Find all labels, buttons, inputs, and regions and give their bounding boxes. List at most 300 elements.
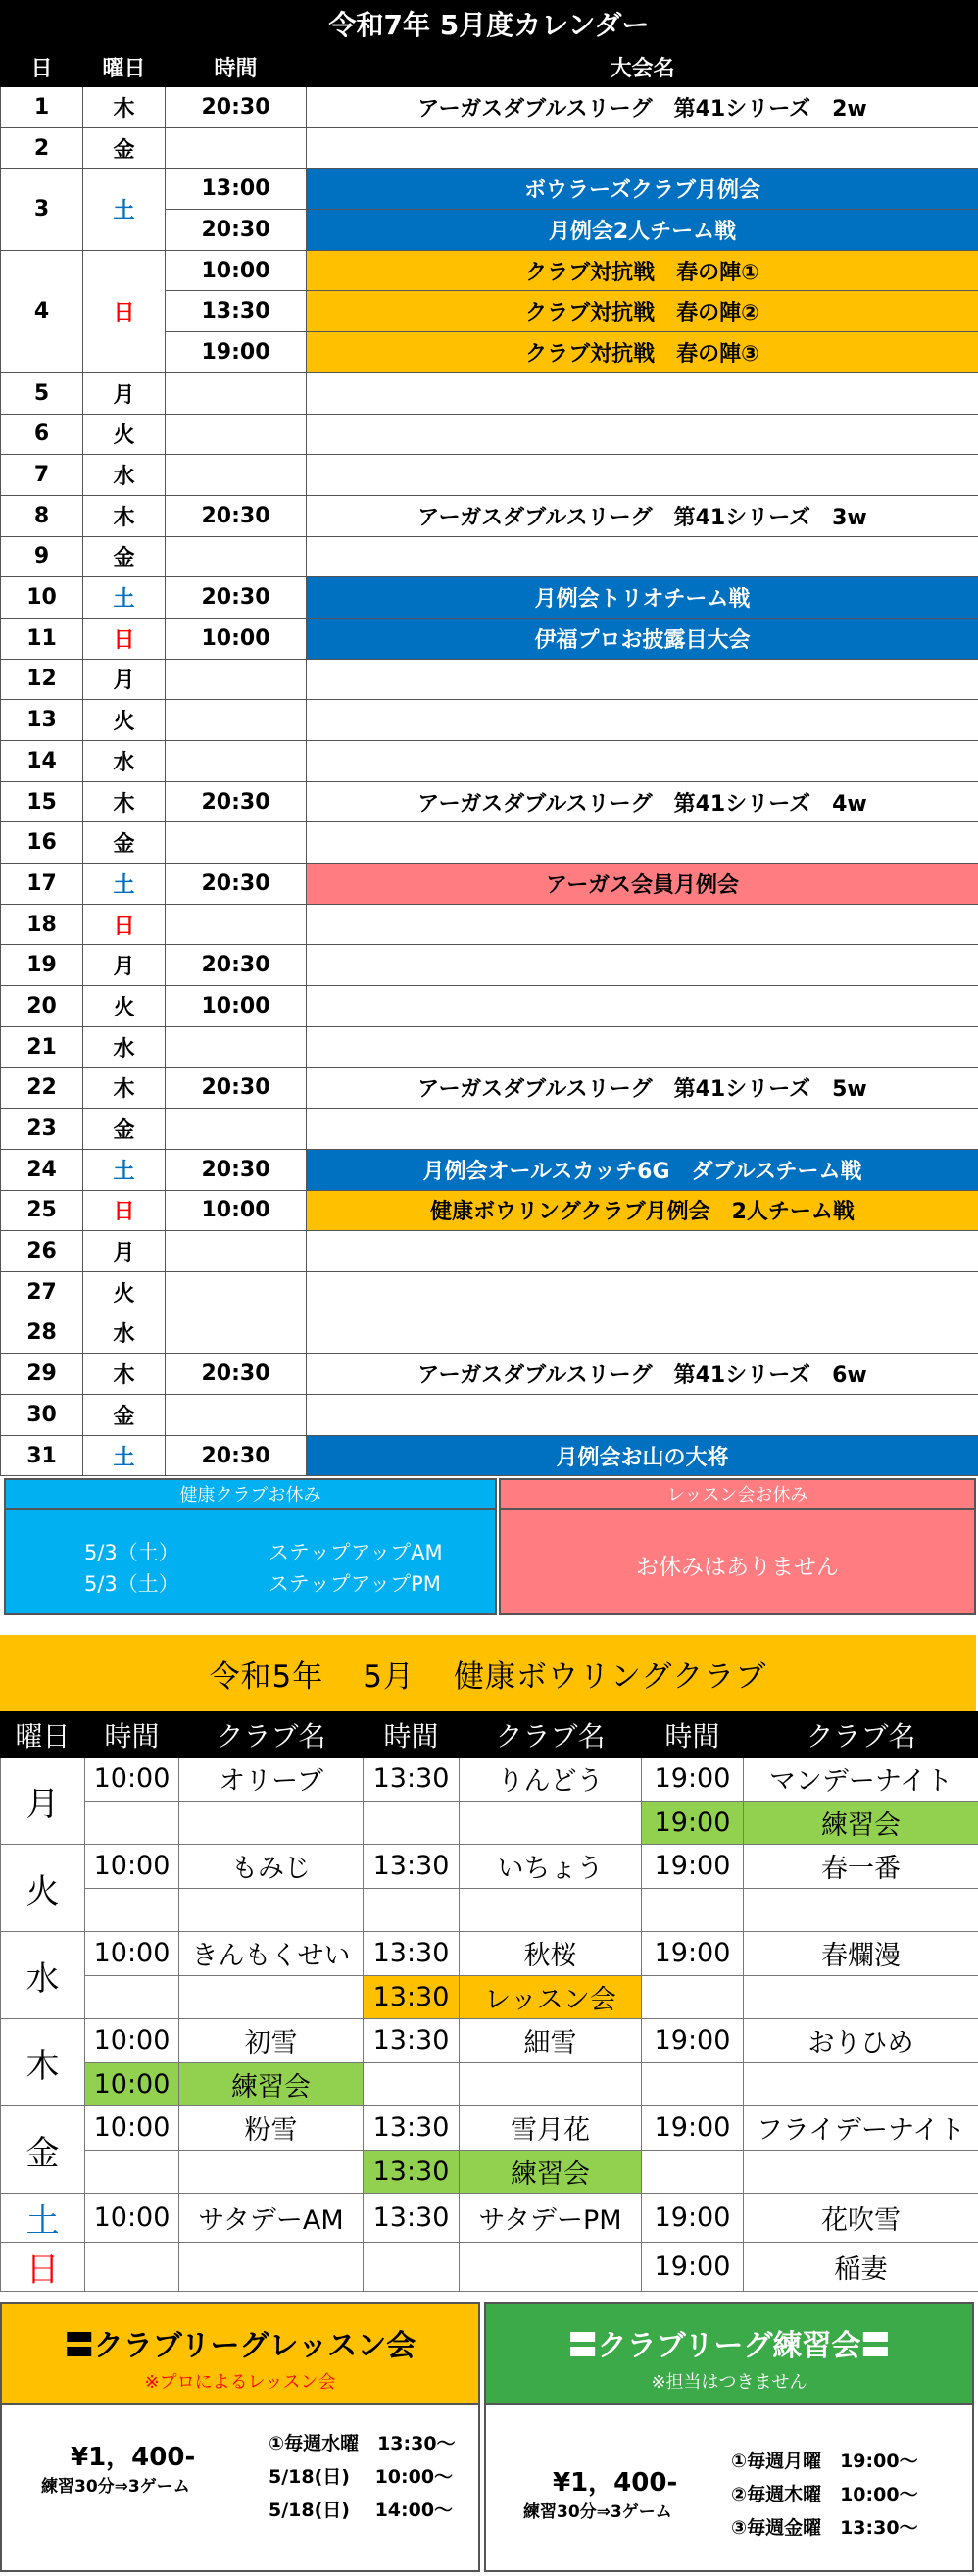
day-number: 29 [1,1354,83,1395]
club-row [1,1758,978,1802]
calendar-row [1,1190,978,1231]
club-name: マンデーナイト [744,1758,978,1802]
day-of-week: 日 [83,250,166,372]
calendar-row [1,618,978,659]
club-header-time: 時間 [364,1712,460,1758]
event-name: クラブ対抗戦 春の陣① [307,250,978,291]
club-row [1,1975,978,2019]
day-of-week: 火 [83,1271,166,1313]
day-number: 25 [1,1190,83,1231]
event-time [166,741,307,782]
calendar-row [1,1149,978,1190]
calendar-title: 令和7年 5月度カレンダー [0,0,978,47]
club-name [744,2150,978,2194]
club-name [179,2150,364,2194]
day-of-week: 月 [83,1231,166,1272]
club-name [179,1975,364,2019]
event-time [166,1313,307,1354]
club-name [179,1801,364,1845]
event-name [307,822,978,864]
club-name: レッスン会 [460,1975,642,2019]
event-name [307,1313,978,1354]
club-header-name: クラブ名 [179,1712,364,1758]
day-number: 13 [1,700,83,741]
lesson-price: ¥1，400- [71,2443,196,2472]
event-time: 20:30 [166,864,307,905]
event-name [307,1026,978,1067]
calendar-row [1,495,978,536]
club-name: 稲妻 [744,2243,978,2292]
day-of-week: 金 [83,536,166,577]
lesson-header [2,2304,478,2405]
day-of-week: 月 [83,945,166,986]
day-number: 30 [1,1395,83,1436]
club-holiday-box [4,1478,497,1615]
day-of-week: 土 [83,1435,166,1476]
club-row [1,2243,978,2292]
day-of-week: 木 [83,87,166,128]
event-time: 10:00 [166,986,307,1027]
club-time: 13:30 [364,1845,460,1889]
lesson-box [0,2302,480,2572]
day-number: 15 [1,781,83,822]
event-time: 10:00 [166,250,307,291]
practice-price: ¥1，400- [553,2468,678,2498]
club-name: 細雪 [460,2019,642,2063]
club-holiday-date: 5/3（土） [84,1541,179,1564]
event-time [166,700,307,741]
event-time [166,536,307,577]
club-name: オリーブ [179,1758,364,1802]
club-row [1,1888,978,1932]
club-row [1,2150,978,2194]
event-time [166,659,307,700]
practice-box [484,2302,974,2572]
lesson-holiday-title: レッスン会お休み [501,1480,974,1510]
club-header-row [1,1712,978,1758]
club-name: いちょう [460,1845,642,1889]
day-of-week: 水 [83,1313,166,1354]
club-time [364,1888,460,1932]
event-name: 月例会オールスカッチ6G ダブルスチーム戦 [307,1149,978,1190]
club-time [642,2062,744,2106]
holiday-notices [0,1478,978,1615]
day-number: 28 [1,1313,83,1354]
club-row [1,1845,978,1889]
day-of-week: 日 [83,618,166,659]
league-info [0,2302,978,2574]
day-of-week: 土 [83,577,166,619]
day-of-week: 木 [83,781,166,822]
club-time: 13:30 [364,2194,460,2243]
day-number: 19 [1,945,83,986]
day-number: 12 [1,659,83,700]
club-time: 10:00 [85,2194,179,2243]
club-time [85,1801,179,1845]
day-number: 31 [1,1435,83,1476]
club-day: 金 [1,2106,85,2194]
day-of-week: 水 [83,741,166,782]
event-time: 20:30 [166,1067,307,1109]
event-name: アーガスダブルスリーグ 第41シリーズ 3w [307,495,978,536]
day-of-week: 土 [83,1149,166,1190]
calendar-row [1,659,978,700]
day-of-week: 土 [83,864,166,905]
calendar-row [1,250,978,291]
event-name: クラブ対抗戦 春の陣② [307,291,978,332]
club-name: 花吹雪 [744,2194,978,2243]
calendar-row [1,414,978,455]
day-number: 23 [1,1109,83,1150]
day-number: 21 [1,1026,83,1067]
calendar-body [1,87,978,1476]
event-name: 月例会2人チーム戦 [307,210,978,251]
event-name [307,659,978,700]
club-header-time: 時間 [642,1712,744,1758]
lesson-title: 〓クラブリーグレッスン会 [64,2329,416,2363]
event-time [166,414,307,455]
event-name [307,1395,978,1436]
club-time: 19:00 [642,1758,744,1802]
event-time [166,127,307,169]
event-name [307,741,978,782]
club-schedule [0,1635,978,2292]
calendar-row [1,904,978,945]
event-time [166,822,307,864]
calendar-row [1,1395,978,1436]
club-header-name: クラブ名 [460,1712,642,1758]
event-name [307,945,978,986]
club-header-dow: 曜日 [1,1712,85,1758]
club-time: 10:00 [85,1932,179,1976]
club-name: 練習会 [460,2150,642,2194]
event-time [166,904,307,945]
event-time: 20:30 [166,945,307,986]
event-time: 20:30 [166,577,307,619]
club-time [85,2243,179,2292]
calendar-row [1,127,978,169]
club-name [744,1975,978,2019]
calendar-row [1,577,978,619]
club-table [0,1711,978,2292]
club-row [1,1801,978,1845]
club-name [460,2062,642,2106]
club-time: 19:00 [642,2106,744,2151]
event-name [307,455,978,496]
calendar-row [1,1026,978,1067]
club-name: フライデーナイト [744,2106,978,2151]
event-name: 月例会お山の大将 [307,1435,978,1476]
club-day: 月 [1,1758,85,1845]
header-time: 時間 [166,48,307,87]
club-title-month: 5月 [363,1659,416,1695]
club-holiday-title: 健康クラブお休み [6,1480,495,1510]
event-time: 20:30 [166,210,307,251]
day-number: 4 [1,250,83,372]
club-time [642,1888,744,1932]
day-of-week: 金 [83,1109,166,1150]
club-name [744,1888,978,1932]
day-of-week: 木 [83,495,166,536]
event-name: ボウラーズクラブ月例会 [307,169,978,210]
day-number: 14 [1,741,83,782]
practice-title: 〓クラブリーグ練習会〓 [567,2329,891,2363]
calendar-table [0,47,978,1476]
club-header-time: 時間 [85,1712,179,1758]
club-time: 10:00 [85,2106,179,2151]
club-time: 13:30 [364,1975,460,2019]
event-time [166,1395,307,1436]
event-name: アーガス会員月例会 [307,864,978,905]
event-name [307,1109,978,1150]
event-time [166,1026,307,1067]
day-number: 2 [1,127,83,169]
event-name [307,414,978,455]
club-time: 19:00 [642,2243,744,2292]
club-name: 粉雪 [179,2106,364,2151]
event-name: アーガスダブルスリーグ 第41シリーズ 5w [307,1067,978,1109]
day-number: 26 [1,1231,83,1272]
day-number: 18 [1,904,83,945]
club-time [364,2243,460,2292]
day-number: 24 [1,1149,83,1190]
event-name: アーガスダブルスリーグ 第41シリーズ 6w [307,1354,978,1395]
club-time: 13:30 [364,1932,460,1976]
calendar-row [1,700,978,741]
day-number: 17 [1,864,83,905]
calendar-row [1,1271,978,1313]
club-day: 土 [1,2194,85,2243]
club-title-name: 健康ボウリングクラブ [454,1659,767,1695]
event-name: 健康ボウリングクラブ月例会 2人チーム戦 [307,1190,978,1231]
event-time: 20:30 [166,495,307,536]
club-title-era: 令和5年 [209,1659,324,1695]
club-time: 19:00 [642,1845,744,1889]
calendar-row [1,1354,978,1395]
calendar-header-row [1,48,978,87]
day-number: 10 [1,577,83,619]
calendar-row [1,741,978,782]
event-name: アーガスダブルスリーグ 第41シリーズ 4w [307,781,978,822]
day-of-week: 金 [83,1395,166,1436]
day-number: 20 [1,986,83,1027]
event-time: 10:00 [166,618,307,659]
day-number: 16 [1,822,83,864]
club-row [1,2019,978,2063]
club-time: 19:00 [642,1801,744,1845]
event-time: 20:30 [166,1354,307,1395]
event-name [307,904,978,945]
club-row [1,2194,978,2243]
header-event: 大会名 [307,48,978,87]
club-holiday-name: ステップアップAM [269,1541,443,1564]
event-name [307,372,978,414]
event-time [166,372,307,414]
event-name [307,1231,978,1272]
calendar-row [1,822,978,864]
club-row [1,2106,978,2151]
day-of-week: 日 [83,1190,166,1231]
club-name [179,1888,364,1932]
calendar-row [1,372,978,414]
calendar-row [1,1435,978,1476]
practice-price-note: 練習30分⇒3ゲーム [523,2502,672,2522]
club-time [85,2150,179,2194]
club-name [460,2243,642,2292]
calendar-row [1,781,978,822]
day-of-week: 木 [83,1354,166,1395]
lesson-subtitle: ※プロによるレッスン会 [144,2372,336,2393]
calendar-row [1,87,978,128]
day-number: 1 [1,87,83,128]
club-name [460,1888,642,1932]
club-time: 10:00 [85,1758,179,1802]
club-time: 13:30 [364,2106,460,2151]
lesson-holiday-message: お休みはありません [636,1555,839,1580]
day-of-week: 土 [83,169,166,250]
event-time: 13:00 [166,169,307,210]
event-time [166,1271,307,1313]
day-number: 5 [1,372,83,414]
event-time: 20:30 [166,87,307,128]
day-number: 27 [1,1271,83,1313]
club-name [179,2243,364,2292]
club-day: 水 [1,1932,85,2019]
club-schedule-title [0,1635,976,1711]
lesson-schedule: ①毎週水曜 13:30～ 5/18(日) 10:00～ 5/18(日) 14:00～ [269,2433,456,2521]
day-of-week: 月 [83,372,166,414]
event-time: 19:00 [166,332,307,373]
club-day: 日 [1,2243,85,2292]
event-time: 20:30 [166,1149,307,1190]
club-name: りんどう [460,1758,642,1802]
club-name: 練習会 [744,1801,978,1845]
club-name [744,2062,978,2106]
club-time [642,2150,744,2194]
practice-header [486,2304,972,2405]
club-day: 木 [1,2019,85,2106]
event-time: 10:00 [166,1190,307,1231]
day-of-week: 火 [83,986,166,1027]
calendar-row [1,169,978,210]
club-time: 19:00 [642,2194,744,2243]
event-name: 月例会トリオチーム戦 [307,577,978,619]
event-time: 20:30 [166,781,307,822]
club-name: 雪月花 [460,2106,642,2151]
day-of-week: 水 [83,1026,166,1067]
club-time [85,1975,179,2019]
calendar-row [1,1067,978,1109]
club-time [85,1888,179,1932]
club-time: 13:30 [364,2019,460,2063]
day-number: 7 [1,455,83,496]
day-of-week: 水 [83,455,166,496]
club-name: 秋桜 [460,1932,642,1976]
calendar-row [1,986,978,1027]
day-of-week: 火 [83,414,166,455]
club-row [1,2062,978,2106]
calendar-row [1,864,978,905]
club-name: もみじ [179,1845,364,1889]
club-row [1,1932,978,1976]
club-name [460,1801,642,1845]
club-time: 13:30 [364,2150,460,2194]
club-name: 春一番 [744,1845,978,1889]
day-of-week: 日 [83,904,166,945]
event-name [307,127,978,169]
calendar-row [1,1313,978,1354]
club-time: 19:00 [642,1932,744,1976]
event-name: 伊福プロお披露目大会 [307,618,978,659]
header-day: 日 [1,48,83,87]
event-name: アーガスダブルスリーグ 第41シリーズ 2w [307,87,978,128]
club-name: おりひめ [744,2019,978,2063]
club-time [364,2062,460,2106]
club-time: 10:00 [85,2062,179,2106]
day-number: 8 [1,495,83,536]
calendar-row [1,455,978,496]
club-day: 火 [1,1845,85,1932]
day-number: 22 [1,1067,83,1109]
club-name: きんもくせい [179,1932,364,1976]
day-of-week: 木 [83,1067,166,1109]
club-name: 練習会 [179,2062,364,2106]
day-number: 9 [1,536,83,577]
event-time [166,455,307,496]
header-dow: 曜日 [83,48,166,87]
day-of-week: 金 [83,127,166,169]
event-name: クラブ対抗戦 春の陣③ [307,332,978,373]
event-time: 20:30 [166,1435,307,1476]
club-time: 10:00 [85,1845,179,1889]
day-number: 3 [1,169,83,250]
club-name: 初雪 [179,2019,364,2063]
club-body [1,1758,978,2292]
event-name [307,1271,978,1313]
day-of-week: 火 [83,700,166,741]
club-header-name: クラブ名 [744,1712,978,1758]
lesson-price-note: 練習30分⇒3ゲーム [41,2477,190,2497]
club-time: 13:30 [364,1758,460,1802]
day-number: 11 [1,618,83,659]
club-name: 春爛漫 [744,1932,978,1976]
event-name [307,536,978,577]
practice-schedule: ①毎週月曜 19:00～ ②毎週木曜 10:00～ ③毎週金曜 13:30～ [731,2451,918,2539]
calendar-row [1,1231,978,1272]
club-holiday-name: ステップアップPM [269,1572,441,1596]
event-time: 13:30 [166,291,307,332]
club-time [364,1801,460,1845]
club-name: サタデーPM [460,2194,642,2243]
event-time [166,1109,307,1150]
day-number: 6 [1,414,83,455]
event-time [166,1231,307,1272]
lesson-holiday-box [499,1478,976,1615]
event-name [307,986,978,1027]
day-of-week: 月 [83,659,166,700]
club-name: サタデーAM [179,2194,364,2243]
club-time: 10:00 [85,2019,179,2063]
calendar-row [1,536,978,577]
practice-subtitle: ※担当はつきません [651,2372,807,2393]
club-holiday-date: 5/3（土） [84,1572,179,1596]
calendar-row [1,1109,978,1150]
day-of-week: 金 [83,822,166,864]
club-time [642,1975,744,2019]
club-time: 19:00 [642,2019,744,2063]
event-name [307,700,978,741]
calendar-row [1,945,978,986]
